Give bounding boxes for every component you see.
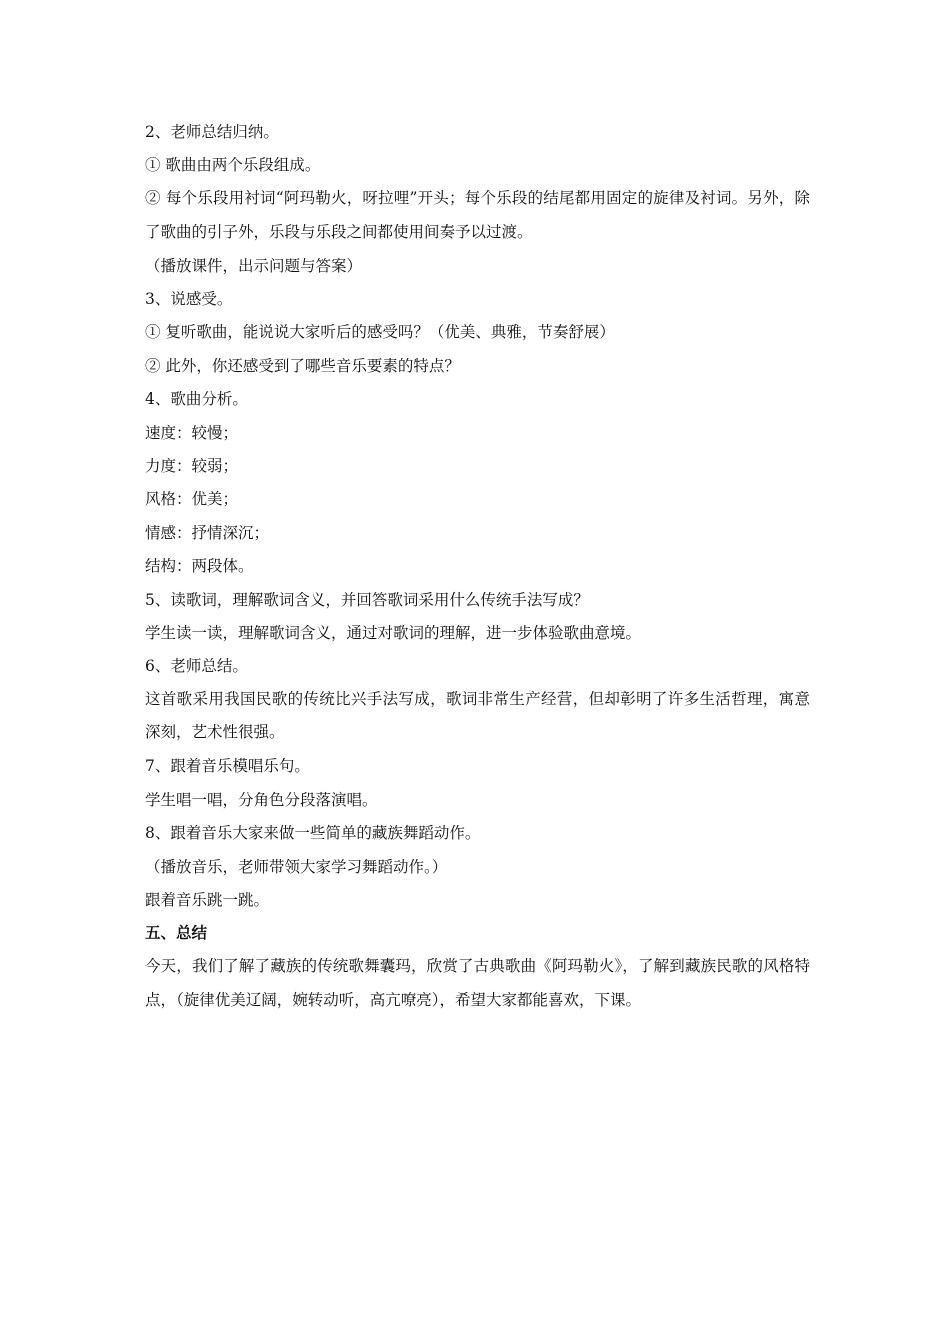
step-2-heading: 2、老师总结归纳。 <box>145 123 279 141</box>
document-body <box>145 122 810 1024</box>
analysis-item: 速度：较慢； <box>145 423 239 442</box>
list-item: ② 此外，你还感受到了哪些音乐要素的特点？ <box>145 356 460 375</box>
analysis-item: 风格：优美； <box>145 490 239 509</box>
analysis-item: 结构：两段体。 <box>145 557 254 576</box>
paragraph: 这首歌采用我国民歌的传统比兴手法写成，歌词非常生产经营，但却彰明了许多生活哲理，寓意深刻，艺术性很强。 <box>145 689 810 742</box>
section-heading-summary: 五、总结 <box>145 924 208 943</box>
analysis-item: 情感：抒情深沉； <box>145 523 270 542</box>
list-item: ① 歌曲由两个乐段组成。 <box>145 156 321 175</box>
step-6-heading: 6、老师总结。 <box>145 657 248 676</box>
paragraph: 跟着音乐跳一跳。 <box>145 891 270 910</box>
step-7-heading: 7、跟着音乐模唱乐句。 <box>145 757 310 776</box>
step-5-heading: 5、读歌词，理解歌词含义，并回答歌词采用什么传统手法写成？ <box>145 590 589 609</box>
step-3-heading: 3、说感受。 <box>145 289 233 308</box>
list-item: ② 每个乐段用衬词“阿玛勒火，呀拉哩”开头；每个乐段的结尾都用固定的旋律及衬词。另外，除了歌曲的引子外，乐段与乐段之间都使用间奏予以过渡。 <box>145 189 810 241</box>
analysis-item: 力度：较弱； <box>145 456 239 475</box>
note: （播放课件，出示问题与答案） <box>145 256 363 275</box>
paragraph: 学生唱一唱，分角色分段落演唱。 <box>145 790 378 809</box>
summary-paragraph: 今天，我们了解了藏族的传统歌舞囊玛，欣赏了古典歌曲《阿玛勒火》，了解到藏族民歌的风格特点，（旋律优美辽阔，婉转动听，高亢嘹亮），希望大家都能喜欢，下课。 <box>145 957 810 1009</box>
step-4-heading: 4、歌曲分析。 <box>145 390 248 409</box>
step-8-heading: 8、跟着音乐大家来做一些简单的藏族舞蹈动作。 <box>145 824 481 843</box>
note: （播放音乐，老师带领大家学习舞蹈动作。） <box>145 857 448 876</box>
paragraph: 学生读一读，理解歌词含义，通过对歌词的理解，进一步体验歌曲意境。 <box>145 623 642 642</box>
list-item: ① 复听歌曲，能说说大家听后的感受吗？（优美、典雅，节奏舒展） <box>145 323 615 342</box>
